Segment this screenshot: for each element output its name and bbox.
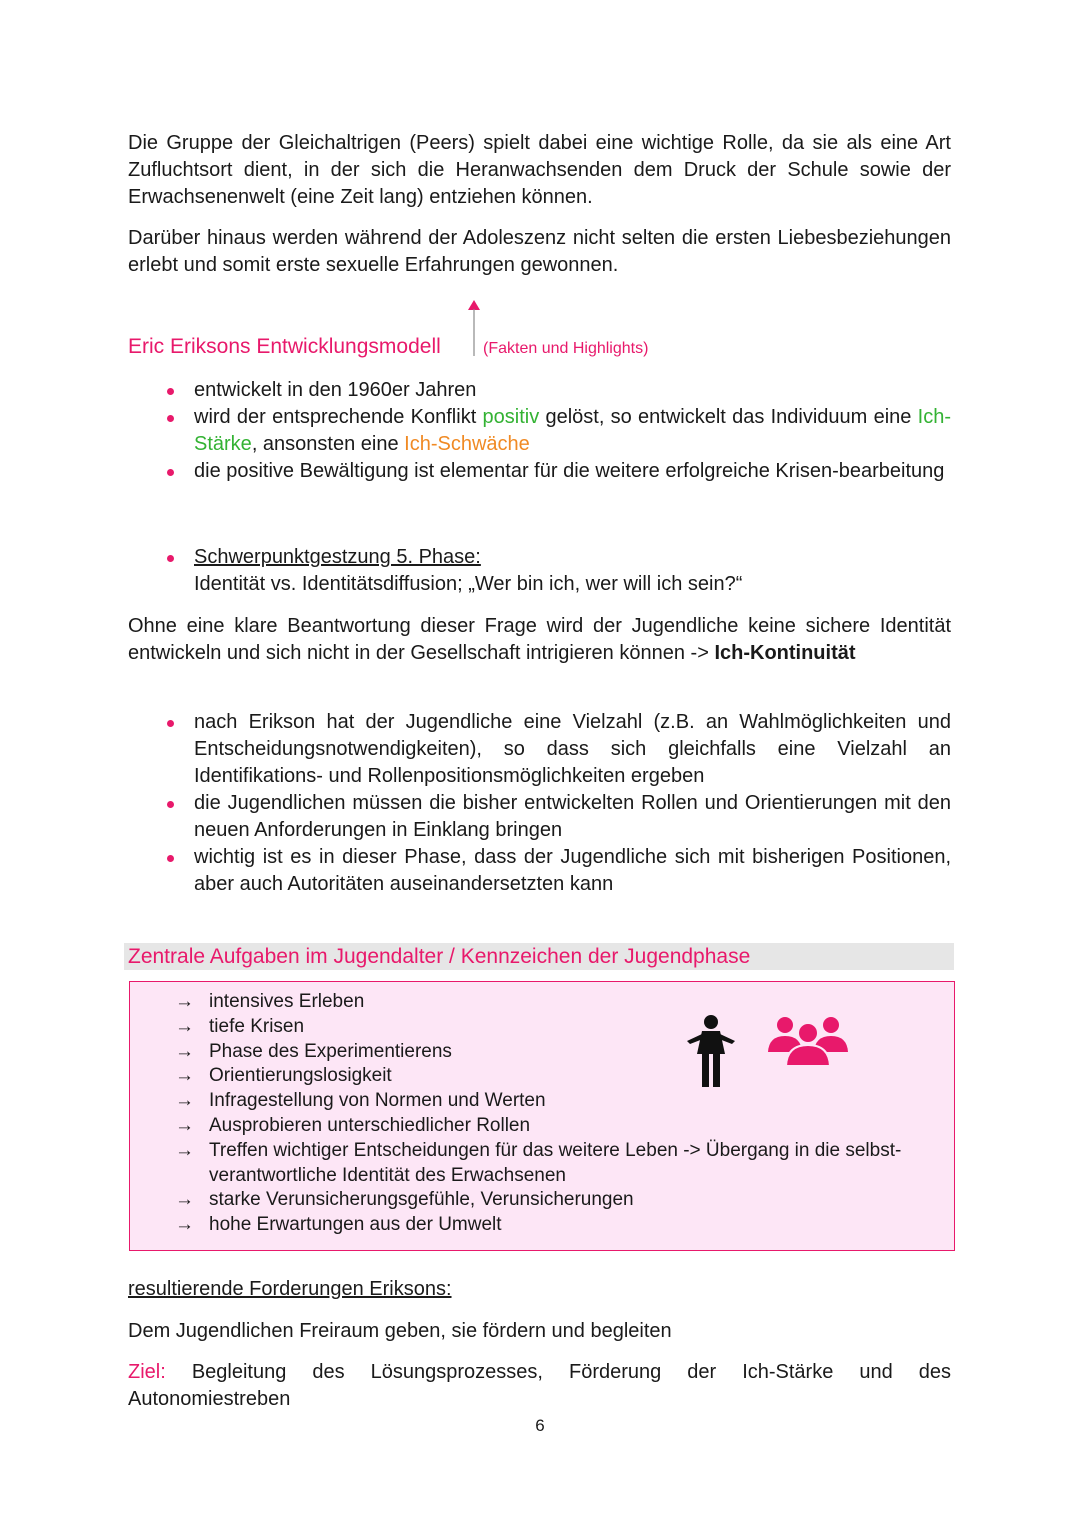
goal-paragraph: Ziel: Begleitung des Lösungsprozesses, Förderung der Ich-Stärke und des Autonomiestreben: [128, 1361, 951, 1410]
arrow-right-icon: →: [175, 1189, 194, 1211]
demands-text: Dem Jugendlichen Freiraum geben, sie fördern und begleiten: [128, 1320, 672, 1342]
list-item: [128, 544, 951, 598]
list-item: die positive Bewältigung ist elementar für die weitere erfolgreiche Krisen-bearbeitung: [128, 458, 951, 485]
erikson-note: (Fakten und Highlights): [483, 340, 649, 357]
bullet-icon: [167, 855, 174, 862]
bullet-icon: [167, 720, 174, 727]
bullet-icon: [167, 801, 174, 808]
tasks-heading-bar: [124, 943, 954, 970]
arrow-up-icon: [467, 300, 481, 356]
phase-text: Identität vs. Identitätsdiffusion; „Wer bin ich, wer will ich sein?“: [194, 573, 743, 595]
list-item: → Infragestellung von Normen und Werten: [175, 1089, 945, 1114]
arrow-right-icon: →: [175, 991, 194, 1012]
group-icon: [768, 1017, 848, 1066]
arrow-right-icon: →: [175, 1214, 194, 1236]
intro-paragraph-2: Darüber hinaus werden während der Adoleszenz nicht selten die ersten Liebesbeziehungen erlebt und somit erste sexuelle Erfahrungen gewonnen.: [128, 227, 951, 276]
arrow-right-icon: →: [175, 1040, 194, 1062]
tasks-heading: Zentrale Aufgaben im Jugendalter / Kennzeichen der Jugendphase: [128, 945, 751, 968]
arrow-right-icon: →: [175, 1139, 194, 1161]
list-item: → hohe Erwartungen aus der Umwelt: [175, 1213, 945, 1238]
positiv-highlight: positiv: [482, 406, 540, 428]
person-icon: [687, 1015, 735, 1087]
erikson-bullets-2: [128, 544, 951, 598]
list-item: → tiefe Krisen: [175, 1015, 945, 1040]
list-item: → Orientierungslosigkeit: [175, 1064, 945, 1089]
list-item: die Jugendlichen müssen die bisher entwickelten Rollen und Orientierungen mit den neuen Anforderungen in Einklang bringen: [128, 790, 951, 844]
list-item: wichtig ist es in dieser Phase, dass der Jugendliche sich mit bisherigen Positionen, aber auch Autoritäten auseinandersetzten kann: [128, 844, 951, 898]
list-item: → Treffen wichtiger Entscheidungen für das weitere Leben -> Übergang in die selbst-verantwortliche Identität des Erwachsenen: [175, 1139, 902, 1186]
tasks-box: [129, 981, 955, 1251]
list-item: wird der entsprechende Konflikt positiv gelöst, so entwickelt das Individuum eine Ich-Stärke, ansonsten eine Ich-Schwäche: [128, 404, 951, 458]
goal-label: Ziel:: [128, 1361, 166, 1383]
list-item: nach Erikson hat der Jugendliche eine Vielzahl (z.B. an Wahlmöglichkeiten und Entscheidungsnotwendigkeiten), so dass sich gleichfalls eine Vielzahl an Identifikations- und Rollenpositionsmöglichkeiten ergeben: [128, 709, 951, 790]
page-number: 6: [535, 1416, 545, 1435]
erikson-bullets-3: [128, 709, 951, 898]
phase-title: Schwerpunktgestzung 5. Phase:: [194, 546, 481, 568]
arrow-right-icon: →: [175, 1114, 194, 1136]
intro-paragraph-1: Die Gruppe der Gleichaltrigen (Peers) spielt dabei eine wichtige Rolle, da sie als eine Art Zufluchtsort dient, in der sich die Heranwachsenden dem Druck der Schule sowie der Erwachsenenwelt (eine Zeit lang) entziehen können.: [128, 132, 951, 208]
continuity-paragraph: Ohne eine klare Beantwortung dieser Frage wird der Jugendliche keine sichere Identität entwickeln und sich nicht in der Gesellschaft intrigieren können -> Ich-Kontinuität: [128, 615, 951, 664]
arrow-right-icon: →: [175, 1015, 194, 1037]
bullet-icon: [167, 555, 174, 562]
list-item: → Ausprobieren unterschiedlicher Rollen: [175, 1114, 945, 1139]
erikson-heading: Eric Eriksons Entwicklungsmodell: [128, 335, 441, 358]
demands-heading: resultierende Forderungen Eriksons:: [128, 1278, 452, 1300]
arrow-right-icon: →: [175, 1090, 194, 1112]
list-item: → starke Verunsicherungsgefühle, Verunsicherungen: [175, 1188, 945, 1213]
list-item: → Phase des Experimentierens: [175, 1040, 945, 1065]
ich-staerke-highlight: Ich-Stärke: [194, 406, 951, 455]
erikson-bullets-1: [128, 377, 951, 485]
list-item: entwickelt in den 1960er Jahren: [128, 377, 951, 404]
ich-schwaeche-highlight: Ich-Schwäche: [404, 433, 530, 455]
list-item: → intensives Erleben: [175, 990, 945, 1015]
bullet-icon: [167, 415, 174, 422]
people-icons: [685, 1014, 855, 1089]
arrow-right-icon: →: [175, 1065, 194, 1087]
bullet-icon: [167, 388, 174, 395]
bullet-icon: [167, 469, 174, 476]
